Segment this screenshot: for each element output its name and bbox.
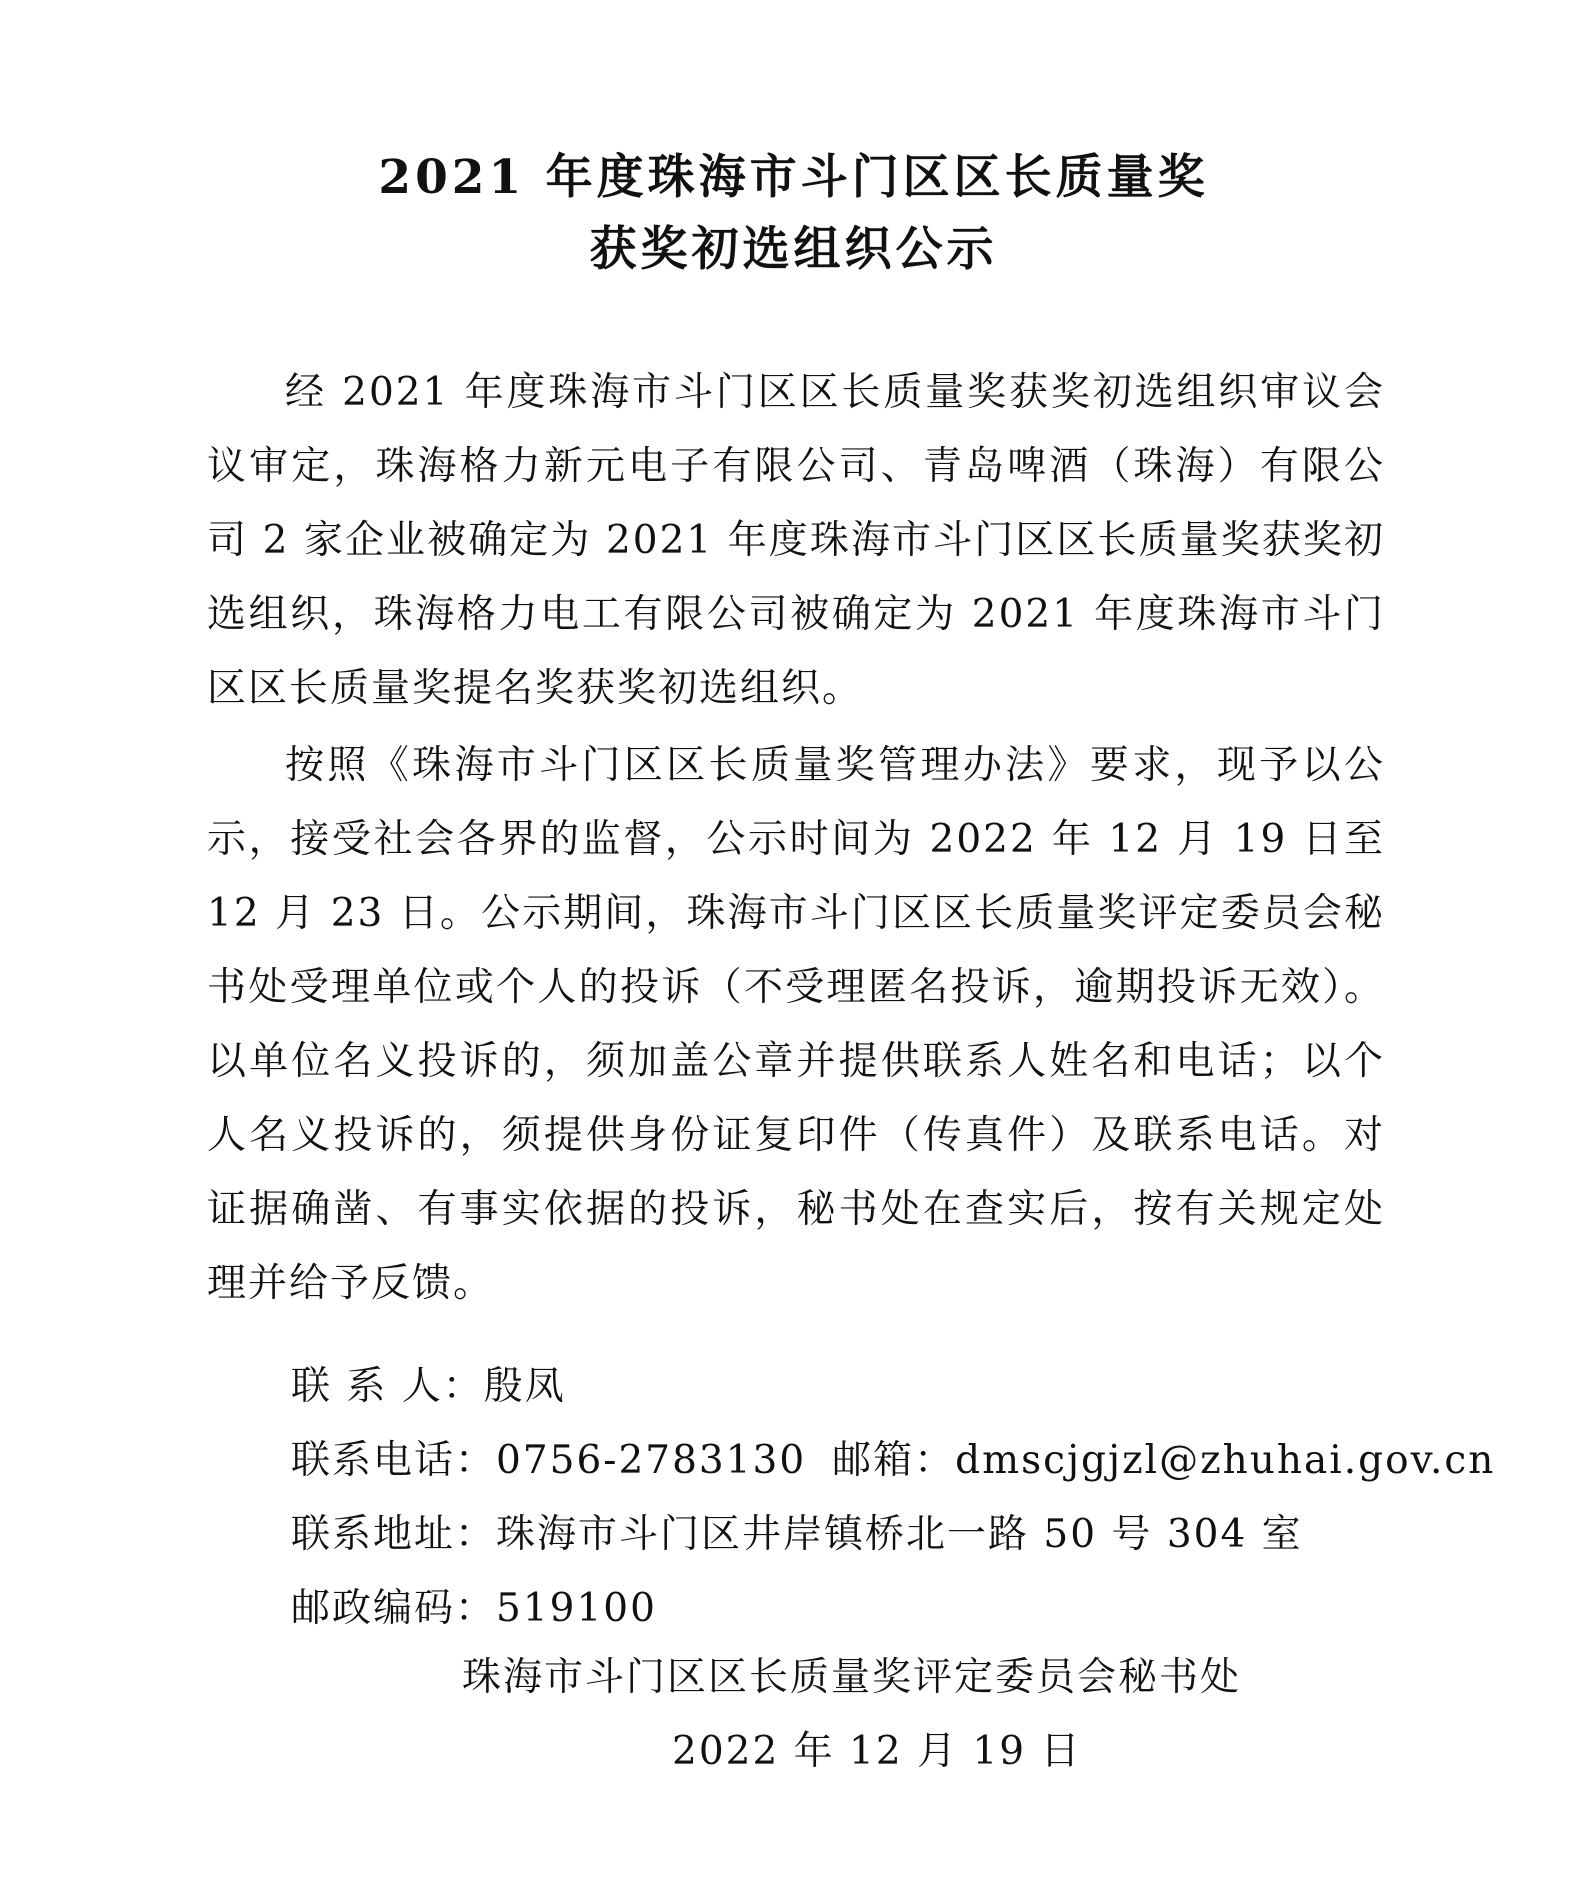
signoff-date: 2022 年 12 月 19 日 [672,1729,1082,1774]
contact-postcode-row [291,1572,1495,1646]
contact-phone-row [291,1424,1495,1498]
signoff-organization: 珠海市斗门区区长质量奖评定委员会秘书处 [462,1655,1242,1700]
document-title-line-1: 2021 年度珠海市斗门区区长质量奖 [378,150,1209,205]
body-paragraph-1: 经 2021 年度珠海市斗门区区长质量奖获奖初选组织审议会议审定，珠海格力新元电子有限公司、青岛啤酒（珠海）有限公司 2 家企业被确定为 2021 年度珠海市斗门区区长质量奖获奖初选组织，珠海格力电工有限公司被确定为 2021 年度珠海市斗门区区长质量奖提名奖获奖初选组织。 [207,370,1385,711]
contact-address-label: 联系地址： [291,1512,497,1557]
contact-phone-value: 0756-2783130 [496,1438,807,1483]
contact-phone-label: 联系电话： [291,1438,497,1483]
contact-info [291,1350,1495,1646]
contact-address-value: 珠海市斗门区井岸镇桥北一路 50 号 304 室 [496,1512,1303,1557]
body-paragraph-1-block [207,356,1385,726]
document-title-line-2: 获奖初选组织公示 [589,222,998,277]
contact-postcode-label: 邮政编码： [291,1586,497,1631]
contact-postcode-value: 519100 [496,1586,657,1631]
contact-email-value: dmscjgjzl@zhuhai.gov.cn [955,1438,1496,1483]
body-paragraph-2-block [207,729,1385,1321]
contact-person-value: 殷凤 [483,1364,566,1409]
contact-person-label: 联 系 人： [291,1364,484,1409]
contact-email-label: 邮箱： [832,1438,956,1483]
contact-address-row [291,1498,1495,1572]
contact-person-row [291,1350,1495,1424]
body-paragraph-2: 按照《珠海市斗门区区长质量奖管理办法》要求，现予以公示，接受社会各界的监督，公示时间为 2022 年 12 月 19 日至 12 月 23 日。公示期间，珠海市斗门区区长质量奖评定委员会秘书处受理单位或个人的投诉（不受理匿名投诉，逾期投诉无效）。以单位名义投诉的，须加盖公章并提供联系人姓名和电话；以个人名义投诉的，须提供身份证复印件（传真件）及联系电话。对证据确凿、有事实依据的投诉，秘书处在查实后，按有关规定处理并给予反馈。 [207,743,1385,1306]
